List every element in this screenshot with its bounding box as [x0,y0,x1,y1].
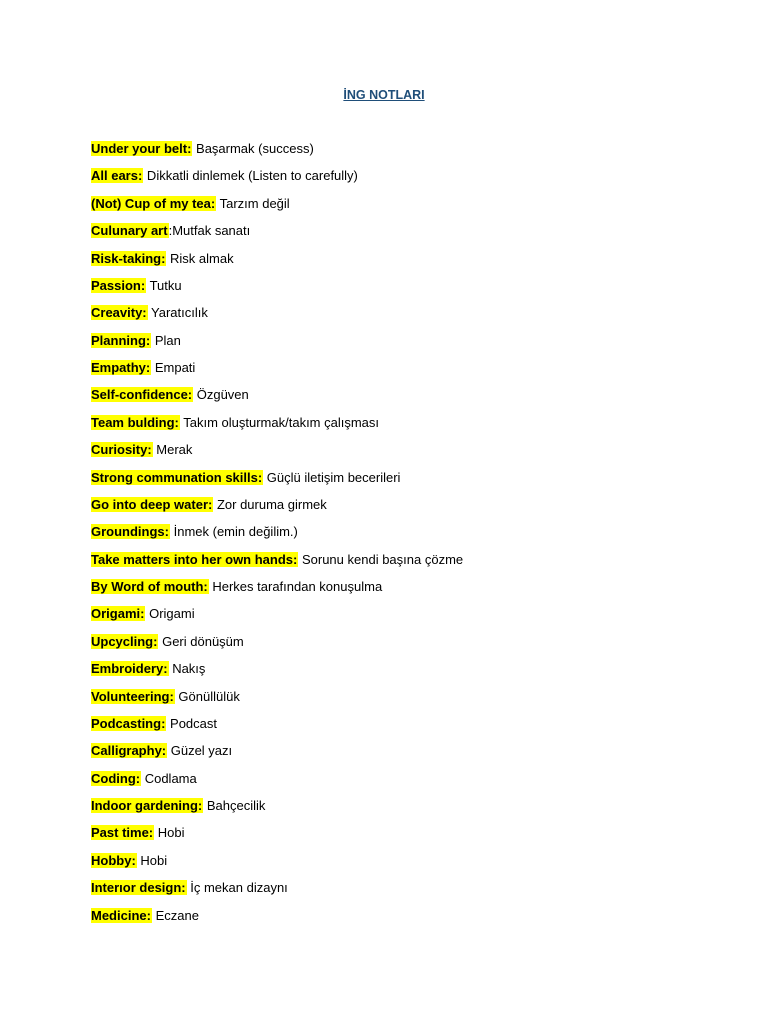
vocabulary-meaning: Eczane [151,907,199,923]
vocabulary-term: By Word of mouth: [91,579,208,594]
vocabulary-term: Podcasting: [91,715,166,731]
vocabulary-meaning: Gönüllülük [174,688,240,704]
vocabulary-meaning: Yaratıcılık [147,305,208,321]
list-item [91,221,463,248]
vocabulary-meaning: Güzel yazı [167,743,233,759]
vocabulary-term: Creavity: [91,305,147,321]
vocabulary-term: Under your belt: [91,141,192,156]
vocabulary-meaning: Takım oluşturmak/takım çalışması [179,414,380,430]
list-item [91,413,463,440]
vocabulary-term: Strong communation skills: [91,469,263,485]
vocabulary-term: Empathy: [91,360,151,375]
vocabulary-meaning: Başarmak (success) [192,141,314,156]
list-item [91,358,463,385]
vocabulary-term: All ears: [91,168,143,184]
list-item [91,440,463,467]
vocabulary-meaning: Codlama [141,770,197,786]
vocabulary-term: Passion: [91,277,146,293]
vocabulary-term: (Not) Cup of my tea: [91,195,216,211]
vocabulary-list [91,139,463,933]
list-item [91,166,463,193]
vocabulary-meaning: Origami [145,606,195,622]
list-item [91,604,463,631]
vocabulary-term: Origami: [91,606,145,622]
vocabulary-term: Team bulding: [91,414,179,430]
vocabulary-term: Volunteering: [91,688,174,704]
list-item [91,878,463,905]
vocabulary-meaning: Merak [152,442,193,458]
list-item [91,823,463,850]
vocabulary-meaning: Podcast [166,715,217,731]
vocabulary-meaning: :Mutfak sanatı [168,223,251,239]
vocabulary-term: Groundings: [91,524,169,540]
list-item [91,741,463,768]
vocabulary-meaning: Empati [151,360,196,375]
vocabulary-term: Interıor design: [91,880,186,896]
vocabulary-meaning: Plan [151,332,181,348]
list-item [91,331,463,358]
vocabulary-term: Calligraphy: [91,743,167,759]
vocabulary-meaning: İnmek (emin değilim.) [170,524,298,540]
list-item [91,796,463,823]
list-item [91,522,463,549]
vocabulary-term: Coding: [91,770,141,786]
vocabulary-term: Upcycling: [91,633,158,649]
list-item [91,495,463,522]
vocabulary-term: Take matters into her own hands: [91,551,298,567]
list-item [91,139,463,166]
vocabulary-term: Curiosity: [91,442,152,458]
vocabulary-term: Indoor gardening: [91,798,203,813]
list-item [91,906,463,933]
list-item [91,194,463,221]
vocabulary-meaning: Risk almak [166,250,234,266]
vocabulary-term: Past time: [91,825,154,841]
vocabulary-meaning: Güçlü iletişim becerileri [263,469,401,485]
vocabulary-meaning: Zor duruma girmek [213,496,327,512]
vocabulary-meaning: Sorunu kendi başına çözme [298,551,464,567]
list-item [91,851,463,878]
document-title: İNG NOTLARI [343,88,425,102]
list-item [91,632,463,659]
vocabulary-term: Medicine: [91,907,151,923]
vocabulary-meaning: Herkes tarafından konuşulma [208,579,383,594]
list-item [91,577,463,604]
vocabulary-meaning: Geri dönüşüm [158,633,244,649]
vocabulary-term: Risk-taking: [91,250,166,266]
vocabulary-term: Go into deep water: [91,496,213,512]
list-item [91,303,463,330]
vocabulary-meaning: Hobi [154,825,185,841]
list-item [91,550,463,577]
list-item [91,385,463,412]
list-item [91,468,463,495]
list-item [91,276,463,303]
vocabulary-term: Hobby: [91,852,136,868]
list-item [91,714,463,741]
vocabulary-meaning: Hobi [136,852,168,868]
vocabulary-term: Embroidery: [91,661,168,677]
list-item [91,249,463,276]
vocabulary-meaning: Dikkatli dinlemek (Listen to carefully) [143,168,358,184]
list-item [91,687,463,714]
list-item [91,659,463,686]
vocabulary-meaning: Tutku [146,277,182,293]
vocabulary-term: Self-confidence: [91,387,193,403]
vocabulary-term: Planning: [91,332,151,348]
vocabulary-meaning: Özgüven [193,387,249,403]
vocabulary-term: Culunary art [91,223,168,239]
list-item [91,769,463,796]
vocabulary-meaning: Nakış [168,661,206,677]
vocabulary-meaning: Tarzım değil [216,195,290,211]
vocabulary-meaning: İç mekan dizaynı [186,880,288,896]
vocabulary-meaning: Bahçecilik [203,798,266,813]
